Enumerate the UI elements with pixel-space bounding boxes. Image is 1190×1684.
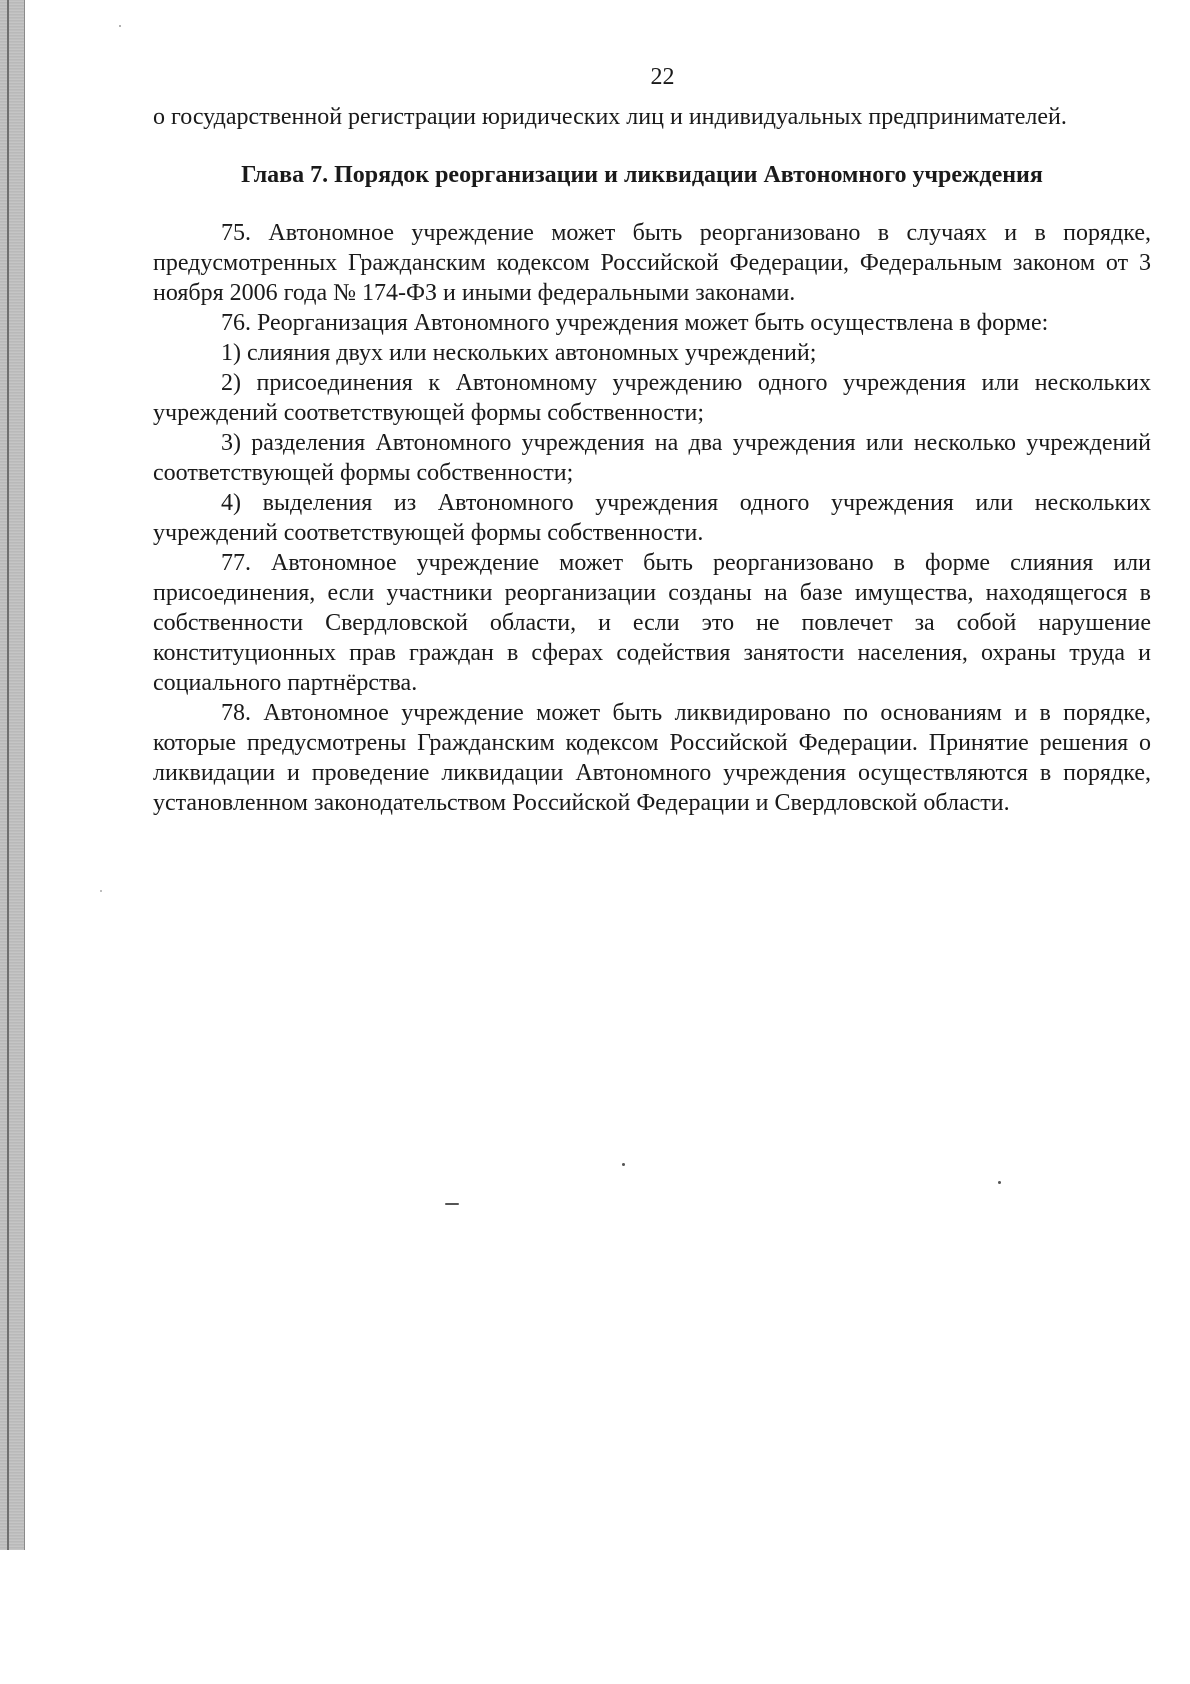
scan-edge: [0, 0, 25, 1550]
scan-speck: [998, 1181, 1001, 1184]
paragraph-76: 76. Реорганизация Автономного учреждения может быть осуществлена в форме:: [221, 310, 1049, 336]
page-number: 22: [650, 64, 675, 90]
paragraph-76-item-1: 1) слияния двух или нескольких автономных учреждений;: [221, 340, 817, 366]
paragraph-76-item-2: 2) присоединения к Автономному учреждению одного учреждения или нескольких учреждений соответствующей формы собственности;: [153, 370, 1151, 426]
scan-speck: [119, 25, 121, 27]
paragraph-76-item-4: 4) выделения из Автономного учреждения одного учреждения или нескольких учреждений соответствующей формы собственности.: [153, 490, 1151, 546]
scan-edge-line: [7, 0, 9, 1550]
chapter-heading: Глава 7. Порядок реорганизации и ликвидации Автономного учреждения: [241, 162, 1043, 188]
scan-speck: [622, 1163, 625, 1166]
document-body: [153, 102, 1151, 818]
paragraph-76-item-3: 3) разделения Автономного учреждения на два учреждения или несколько учреждений соответствующей формы собственности;: [153, 430, 1151, 486]
paragraph-77: 77. Автономное учреждение может быть реорганизовано в форме слияния или присоединения, если участники реорганизации созданы на базе имущества, находящегося в собственности Свердловской области, и если это не повлечет за собой нарушение конституционных прав граждан в сферах содействия занятости населения, охраны труда и социального партнёрства.: [153, 550, 1151, 696]
scan-speck: [445, 1203, 459, 1205]
paragraph-78: 78. Автономное учреждение может быть ликвидировано по основаниям и в порядке, которые предусмотрены Гражданским кодексом Российской Федерации. Принятие решения о ликвидации и проведение ликвидации Автономного учреждения осуществляются в порядке, установленном законодательством Российской Федерации и Свердловской области.: [153, 700, 1151, 816]
scan-speck: [100, 890, 102, 892]
continuation-text: о государственной регистрации юридических лиц и индивидуальных предпринимателей.: [153, 104, 1067, 130]
paragraph-75: 75. Автономное учреждение может быть реорганизовано в случаях и в порядке, предусмотренных Гражданским кодексом Российской Федерации, Федеральным законом от 3 ноября 2006 года № 174-ФЗ и иными федеральными законами.: [153, 220, 1151, 306]
